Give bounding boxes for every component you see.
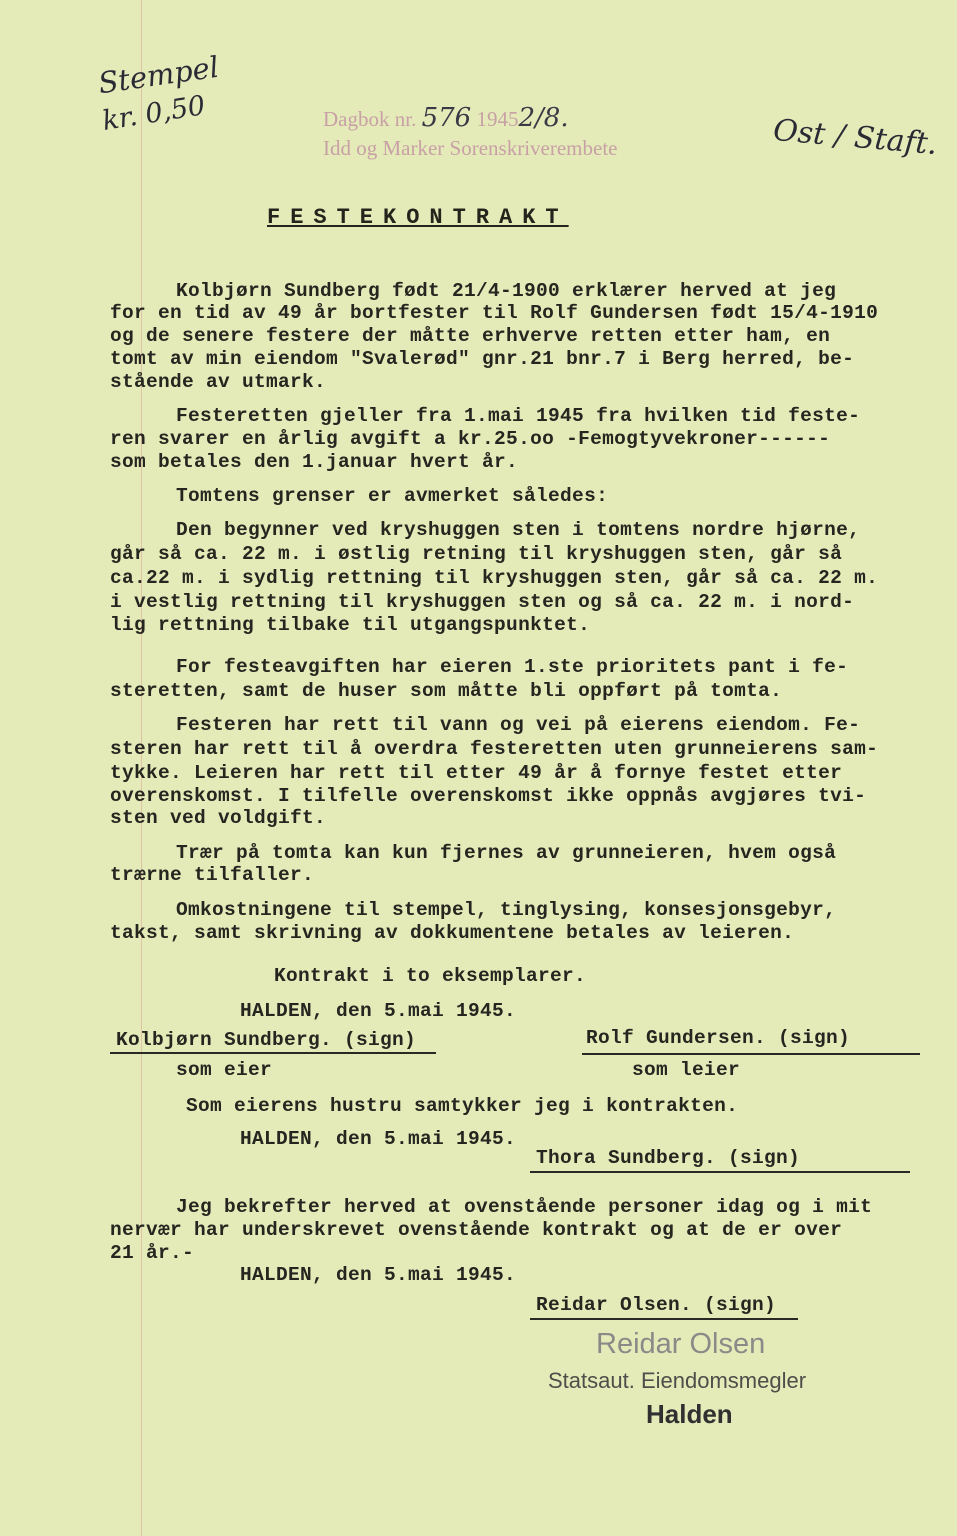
text-line: For festeavgiften har eieren 1.ste prioritets pant i fe- [176,656,849,678]
text-line: og de senere festere der måtte erhverve retten etter ham, en [110,325,831,347]
text-line: 21 år.- [110,1242,195,1264]
text-line: sten ved voldgift. [110,807,327,829]
text-line: Som eierens hustru samtykker jeg i kontrakten. [186,1095,739,1117]
text-line: ca.22 m. i sydlig rettning til kryshuggen sten, går så ca. 22 m. [110,567,879,589]
text-line: i vestlig rettning til kryshuggen sten og så ca. 22 m. i nord- [110,591,855,613]
handwritten-stempel: Stempel [96,49,221,101]
text-line: ren svarer en årlig avgift a kr.25.oo -Femogtyvekroner------ [110,428,831,450]
text-line: HALDEN, den 5.mai 1945. [240,1128,517,1150]
text-line: stående av utmark. [110,371,327,393]
text-line: Den begynner ved kryshuggen sten i tomtens nordre hjørne, [176,519,861,541]
text-line: går så ca. 22 m. i østlig retning til kryshuggen sten, går så [110,543,843,565]
handwritten-kr: kr. 0,50 [100,90,208,137]
text-line: Jeg bekrefter herved at ovenstående personer idag og i mit [176,1196,873,1218]
witness-signature: Reidar Olsen. (sign) [536,1294,777,1316]
tenant-role: som leier [632,1059,741,1081]
text-line: steren har rett til å overdra festeretten uten grunneierens sam- [110,738,879,760]
text-line: Tomtens grenser er avmerket således: [176,485,609,507]
text-line: Festeren har rett til vann og vei på eierens eiendom. Fe- [176,714,861,736]
text-line: nervær har underskrevet ovenstående kontrakt og at de er over [110,1219,843,1241]
text-line: for en tid av 49 år bortfester til Rolf Gundersen født 15/4-1910 [110,302,879,324]
text-line: Omkostningene til stempel, tinglysing, konsesjonsgebyr, [176,899,837,921]
broker-city: Halden [646,1399,733,1429]
text-line: Festeretten gjeller fra 1.mai 1945 fra hvilken tid feste- [176,405,861,427]
wife-signature: Thora Sundberg. (sign) [536,1147,801,1169]
text-line: lig rettning tilbake til utgangspunktet. [110,614,591,636]
text-line: overenskomst. I tilfelle overenskomst ikke oppnås avgjøres tvi- [110,785,867,807]
text-line: som betales den 1.januar hvert år. [110,451,519,473]
dagbok-number: 576 [421,103,472,133]
office-stamp: Idd og Marker Sorenskriverembete [323,136,618,160]
tenant-signature-line [582,1053,920,1055]
dagbok-stamp [323,103,569,133]
text-line: Kontrakt i to eksemplarer. [274,965,587,987]
text-line: tykke. Leieren har rett til etter 49 år å fornye festet etter [110,762,843,784]
text-line: takst, samt skrivning av dokkumentene betales av leieren. [110,922,795,944]
broker-name: Reidar Olsen [596,1328,766,1360]
text-line: HALDEN, den 5.mai 1945. [240,1000,517,1022]
dagbok-year: 1945 [476,107,519,131]
dagbok-date: 2/8. [518,103,569,133]
witness-signature-line [530,1318,798,1320]
tenant-signature: Rolf Gundersen. (sign) [586,1027,851,1049]
text-line: Trær på tomta kan kun fjernes av grunneieren, hvem også [176,842,837,864]
text-line: Kolbjørn Sundberg født 21/4-1900 erklærer herved at jeg [176,280,837,302]
handwritten-top-right: Ost / Staft. [771,112,939,163]
text-line: HALDEN, den 5.mai 1945. [240,1264,517,1286]
dagbok-label: Dagbok nr. [323,107,417,131]
document-title: FESTEKONTRAKT [267,205,569,230]
text-line: tomt av min eiendom "Svalerød" gnr.21 bnr.7 i Berg herred, be- [110,348,855,370]
text-line: trærne tilfaller. [110,864,315,886]
wife-signature-line [530,1171,910,1173]
owner-signature: Kolbjørn Sundberg. (sign) [116,1029,417,1051]
broker-title: Statsaut. Eiendomsmegler [548,1368,807,1393]
owner-role: som eier [176,1059,273,1081]
text-line: steretten, samt de huser som måtte bli oppført på tomta. [110,680,783,702]
owner-signature-line [110,1052,436,1054]
